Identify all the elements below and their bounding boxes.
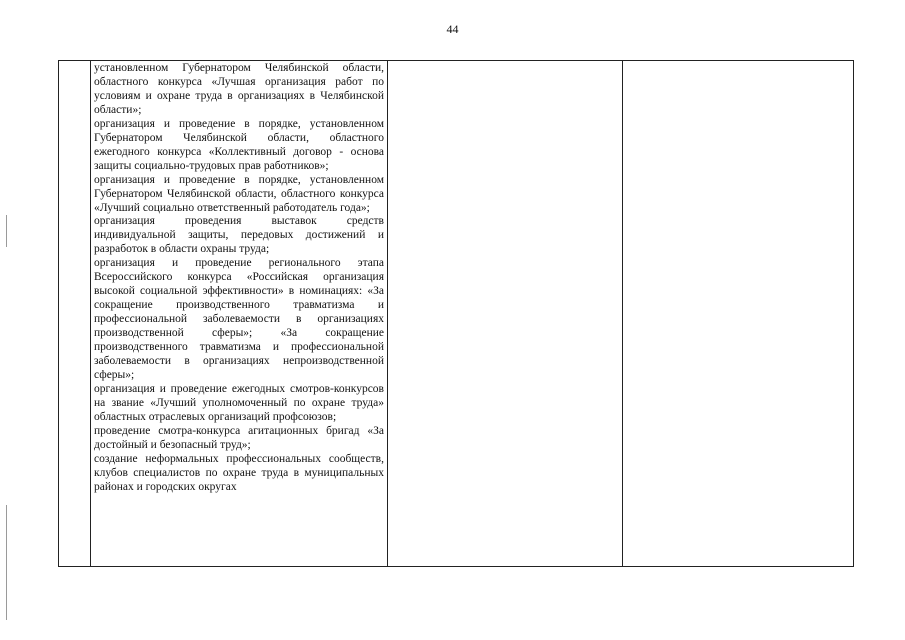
activity-cell	[91, 61, 388, 567]
paragraph: организация и проведение в порядке, установленном Губернатором Челябинской области, областного ежегодного конкурса «Коллективный договор - основа защиты социально-трудовых прав работников»;	[94, 117, 384, 172]
page-number: 44	[446, 22, 459, 36]
paragraph: организация и проведение ежегодных смотров-конкурсов на звание «Лучший уполномоченный по охране труда» областных отраслевых организаций профсоюзов;	[94, 382, 384, 423]
paragraph: организация и проведение регионального этапа Всероссийского конкурса «Российская организация высокой социальной эффективности» в номинациях: «За сокращение производственного травматизма и профессиональной заболеваемости в организациях производственной сферы»; «За сокращение производственного травматизма и профессиональной заболеваемости в организациях непроизводственной сферы»;	[94, 257, 384, 381]
paragraph: установленном Губернатором Челябинской области, областного конкурса «Лучшая организация работ по условиям и охране труда в организациях в Челябинской области»;	[94, 62, 384, 116]
number-cell	[59, 61, 91, 567]
empty-cell	[623, 61, 854, 567]
paragraph: организация проведения выставок средств индивидуальной защиты, передовых достижений и разработок в области охраны труда;	[94, 215, 384, 256]
activity-text	[91, 61, 387, 566]
paragraph: организация и проведение в порядке, установленном Губернатором Челябинской области, областного конкурса «Лучший социально ответственный работодатель года»;	[94, 173, 384, 214]
paragraph: создание неформальных профессиональных сообществ, клубов специалистов по охране труда в муниципальных районах и городских округах	[94, 452, 384, 493]
document-table	[58, 60, 854, 567]
paragraph: проведение смотра-конкурса агитационных бригад «За достойный и безопасный труд»;	[94, 424, 384, 451]
table-row	[59, 61, 854, 567]
empty-cell	[388, 61, 623, 567]
scan-edge-mark	[6, 505, 7, 620]
scan-edge-mark	[6, 215, 7, 247]
